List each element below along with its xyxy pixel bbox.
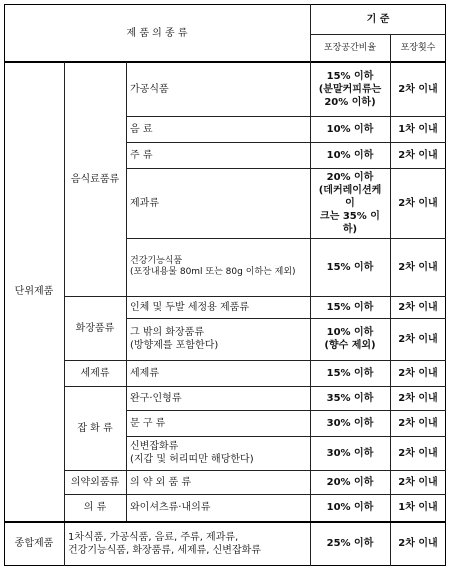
divider-combined bbox=[4, 521, 446, 523]
divider-col-item bbox=[126, 62, 127, 521]
group-quasi-drugs: 의약외품류 bbox=[70, 476, 120, 488]
item-health-food: 건강기능식품 (포장내용물 80ml 또는 80g 이하는 제외) bbox=[130, 256, 296, 277]
ratio-personal-goods: 30% 이하 bbox=[326, 447, 374, 459]
divider-col-group bbox=[64, 62, 65, 566]
layers-liquor: 2차 이내 bbox=[398, 149, 438, 161]
border-left bbox=[4, 4, 5, 566]
item-liquor: 주 류 bbox=[130, 149, 153, 161]
layers-beverage: 1차 이내 bbox=[398, 123, 438, 135]
item-confectionery: 제과류 bbox=[130, 197, 159, 209]
item-shirts-underwear: 와이셔츠류·내의류 bbox=[130, 502, 211, 513]
ratio-detergent: 15% 이하 bbox=[326, 367, 374, 379]
row-line bbox=[64, 296, 446, 297]
row-line bbox=[126, 168, 446, 169]
layers-processed-food: 2차 이내 bbox=[398, 83, 438, 95]
group-detergent: 세제류 bbox=[80, 367, 110, 379]
border-top bbox=[4, 4, 446, 5]
row-line bbox=[64, 494, 446, 495]
row-line bbox=[126, 436, 446, 437]
group-combined-product: 종합제품 bbox=[14, 538, 54, 549]
row-line bbox=[126, 318, 446, 319]
header-space-ratio: 포장공간비율 bbox=[323, 42, 377, 53]
item-other-cosmetics: 그 밖의 화장품류 (방향제를 포함한다) bbox=[130, 327, 219, 351]
ratio-toys-dolls: 35% 이하 bbox=[326, 392, 374, 404]
item-body-hair-wash: 인체 및 두발 세정용 제품류 bbox=[130, 301, 249, 313]
group-unit-product: 단위제품 bbox=[14, 286, 54, 297]
row-line bbox=[126, 142, 446, 143]
layers-health-food: 2차 이내 bbox=[398, 261, 438, 273]
layers-shirts-underwear: 1차 이내 bbox=[398, 502, 438, 513]
group-food-beverage: 음식료품류 bbox=[70, 173, 120, 185]
ratio-combined: 25% 이하 bbox=[326, 538, 374, 549]
border-right bbox=[445, 4, 446, 566]
item-processed-food: 가공식품 bbox=[130, 83, 169, 95]
item-combined: 1차식품, 가공식품, 음료, 주류, 제과류, 건강기능식품, 화장품류, 세제류, 신변잡화류 bbox=[68, 531, 261, 556]
layers-body-hair-wash: 2차 이내 bbox=[398, 301, 438, 313]
ratio-stationery: 30% 이하 bbox=[326, 417, 374, 429]
layers-personal-goods: 2차 이내 bbox=[398, 447, 438, 459]
divider-header-sub bbox=[310, 34, 446, 35]
ratio-body-hair-wash: 15% 이하 bbox=[326, 301, 374, 313]
header-standard: 기 준 bbox=[366, 13, 390, 25]
layers-confectionery: 2차 이내 bbox=[398, 197, 438, 209]
group-clothing: 의 류 bbox=[83, 502, 107, 513]
ratio-health-food: 15% 이하 bbox=[326, 261, 374, 273]
header-product-type: 제 품 의 종 류 bbox=[126, 27, 188, 39]
layers-quasi-drugs: 2차 이내 bbox=[398, 476, 438, 488]
item-quasi-drugs: 의 약 외 품 류 bbox=[130, 476, 192, 488]
row-line bbox=[64, 360, 446, 361]
border-bottom bbox=[4, 565, 446, 566]
row-line bbox=[126, 238, 446, 239]
layers-stationery: 2차 이내 bbox=[398, 417, 438, 429]
item-detergent: 세제류 bbox=[130, 367, 159, 379]
item-beverage: 음 료 bbox=[130, 123, 153, 135]
row-line bbox=[64, 386, 446, 387]
ratio-confectionery: 20% 이하 (데커레이션케이 크는 35% 이하) bbox=[318, 171, 382, 235]
divider-col-ratio bbox=[310, 4, 311, 566]
group-cosmetics: 화장품류 bbox=[75, 322, 115, 334]
row-line bbox=[126, 116, 446, 117]
layers-detergent: 2차 이내 bbox=[398, 367, 438, 379]
row-line bbox=[126, 410, 446, 411]
item-stationery: 문 구 류 bbox=[130, 417, 166, 429]
packaging-standards-table bbox=[4, 4, 446, 566]
ratio-processed-food: 15% 이하 (분말커피류는 20% 이하) bbox=[318, 70, 382, 108]
ratio-quasi-drugs: 20% 이하 bbox=[326, 476, 374, 488]
layers-combined: 2차 이내 bbox=[398, 538, 438, 549]
divider-header-bottom bbox=[4, 61, 446, 63]
ratio-other-cosmetics: 10% 이하 (향수 제외) bbox=[324, 327, 376, 351]
ratio-liquor: 10% 이하 bbox=[326, 149, 374, 161]
layers-toys-dolls: 2차 이내 bbox=[398, 392, 438, 404]
ratio-beverage: 10% 이하 bbox=[326, 123, 374, 135]
layers-other-cosmetics: 2차 이내 bbox=[398, 333, 438, 345]
item-personal-goods: 신변잡화류 (지갑 및 허리띠만 해당한다) bbox=[130, 441, 254, 465]
ratio-shirts-underwear: 10% 이하 bbox=[326, 502, 374, 513]
divider-col-layers bbox=[390, 34, 391, 566]
item-toys-dolls: 완구·인형류 bbox=[130, 392, 182, 404]
group-sundries: 잡 화 류 bbox=[77, 422, 113, 434]
row-line bbox=[64, 470, 446, 471]
header-packaging-layers: 포장횟수 bbox=[400, 42, 436, 53]
